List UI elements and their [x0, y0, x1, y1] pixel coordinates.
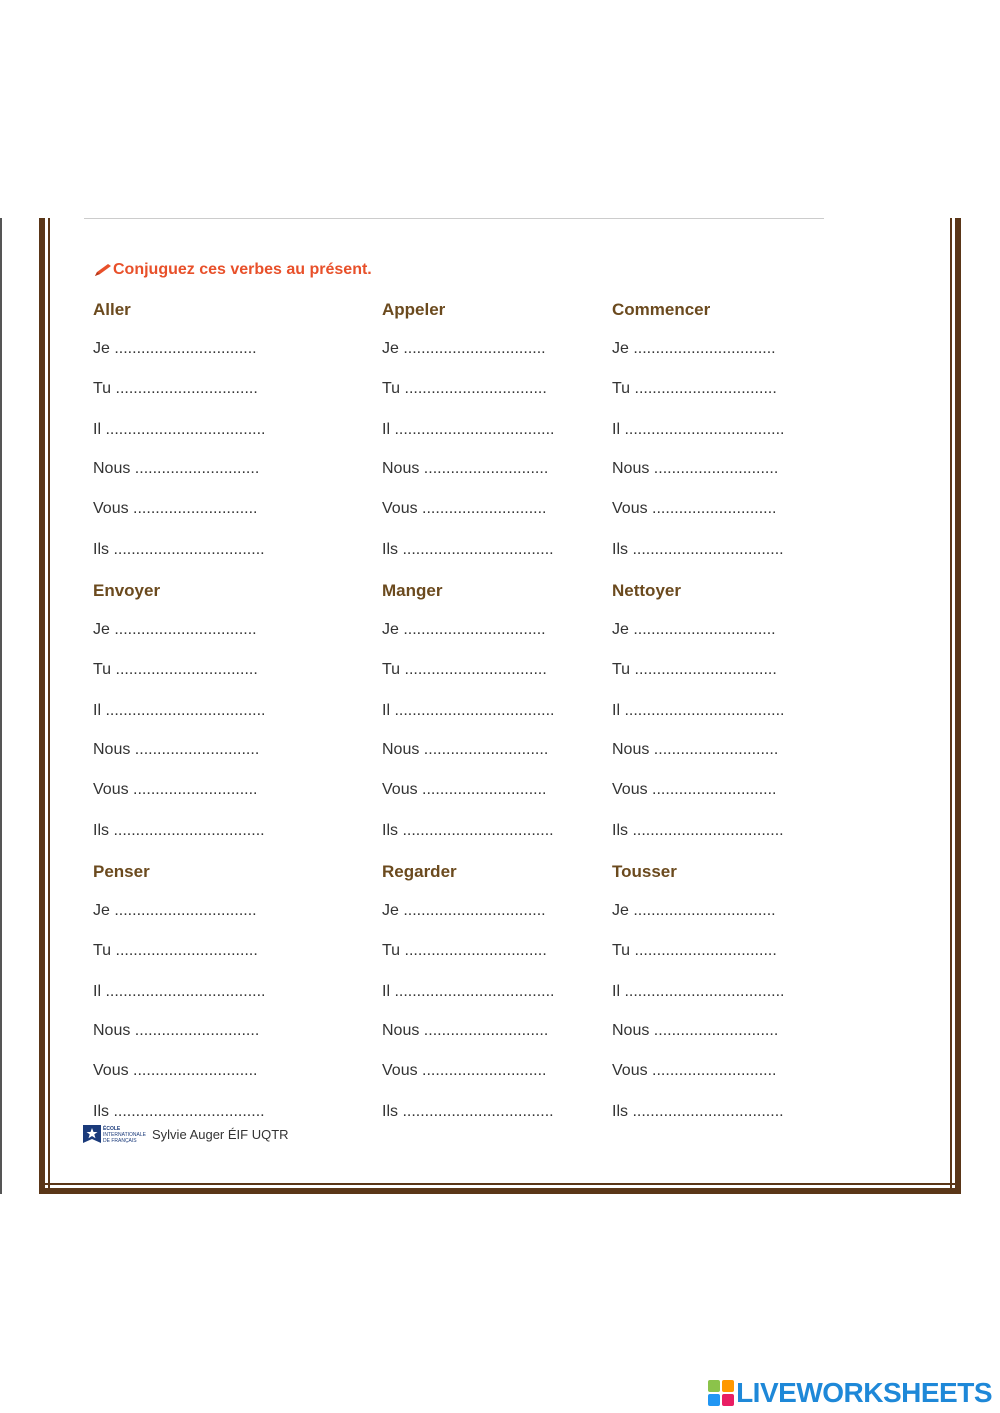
- conjugation-line[interactable]: Il ....................................: [382, 421, 555, 438]
- verb-title: Manger: [382, 581, 443, 600]
- school-logo-icon: [82, 1122, 148, 1146]
- conjugation-line[interactable]: Il ....................................: [612, 983, 785, 1000]
- instruction-text: Conjuguez ces verbes au présent.: [113, 261, 372, 278]
- conjugation-line[interactable]: Je ................................: [382, 902, 546, 919]
- conjugation-line[interactable]: Ils ..................................: [93, 822, 265, 839]
- conjugation-line[interactable]: Je ................................: [93, 621, 257, 638]
- conjugation-line[interactable]: Ils ..................................: [382, 1103, 554, 1120]
- verb-title: Regarder: [382, 862, 457, 881]
- top-divider: [84, 218, 824, 219]
- conjugation-line[interactable]: Je ................................: [93, 340, 257, 357]
- conjugation-line[interactable]: Nous ............................: [382, 1022, 549, 1039]
- conjugation-line[interactable]: Nous ............................: [93, 1022, 260, 1039]
- conjugation-line[interactable]: Il ....................................: [382, 983, 555, 1000]
- conjugation-line[interactable]: Nous ............................: [93, 741, 260, 758]
- svg-text:ÉCOLE: ÉCOLE: [103, 1126, 121, 1132]
- conjugation-line[interactable]: Vous ............................: [612, 500, 777, 517]
- verb-title: Tousser: [612, 862, 677, 881]
- conjugation-line[interactable]: Il ....................................: [93, 421, 266, 438]
- conjugation-line[interactable]: Nous ............................: [612, 460, 779, 477]
- conjugation-line[interactable]: Ils ..................................: [612, 541, 784, 558]
- liveworksheets-logo-icon: [708, 1380, 734, 1406]
- conjugation-line[interactable]: Je ................................: [612, 340, 776, 357]
- conjugation-line[interactable]: Il ....................................: [93, 983, 266, 1000]
- verb-title: Nettoyer: [612, 581, 681, 600]
- conjugation-line[interactable]: Tu ................................: [382, 661, 547, 678]
- conjugation-line[interactable]: Tu ................................: [93, 661, 258, 678]
- conjugation-line[interactable]: Tu ................................: [612, 661, 777, 678]
- pencil-icon: [93, 263, 113, 277]
- conjugation-line[interactable]: Je ................................: [382, 340, 546, 357]
- conjugation-line[interactable]: Tu ................................: [382, 942, 547, 959]
- conjugation-line[interactable]: Vous ............................: [93, 500, 258, 517]
- conjugation-line[interactable]: Vous ............................: [93, 1062, 258, 1079]
- verb-title: Commencer: [612, 300, 711, 319]
- conjugation-line[interactable]: Vous ............................: [93, 781, 258, 798]
- verb-title: Aller: [93, 300, 131, 319]
- footer: [82, 1122, 289, 1146]
- brand-name: LIVEWORKSHEETS: [736, 1377, 992, 1408]
- svg-text:DE FRANÇAIS: DE FRANÇAIS: [103, 1138, 137, 1144]
- instruction-heading: [93, 259, 372, 281]
- conjugation-line[interactable]: Tu ................................: [93, 380, 258, 397]
- verb-title: Penser: [93, 862, 150, 881]
- conjugation-line[interactable]: Nous ............................: [612, 741, 779, 758]
- credit-text: Sylvie Auger ÉIF UQTR: [152, 1126, 289, 1142]
- conjugation-line[interactable]: Il ....................................: [382, 702, 555, 719]
- brand-watermark: [708, 1377, 992, 1409]
- conjugation-line[interactable]: Tu ................................: [382, 380, 547, 397]
- conjugation-line[interactable]: Nous ............................: [382, 460, 549, 477]
- conjugation-line[interactable]: Tu ................................: [612, 942, 777, 959]
- conjugation-line[interactable]: Je ................................: [612, 621, 776, 638]
- conjugation-line[interactable]: Il ....................................: [93, 702, 266, 719]
- verb-title: Appeler: [382, 300, 446, 319]
- conjugation-line[interactable]: Vous ............................: [612, 1062, 777, 1079]
- conjugation-line[interactable]: Ils ..................................: [382, 541, 554, 558]
- conjugation-line[interactable]: Nous ............................: [93, 460, 260, 477]
- conjugation-line[interactable]: Il ....................................: [612, 421, 785, 438]
- conjugation-line[interactable]: Je ................................: [382, 621, 546, 638]
- conjugation-line[interactable]: Ils ..................................: [93, 541, 265, 558]
- conjugation-line[interactable]: Je ................................: [93, 902, 257, 919]
- conjugation-line[interactable]: Ils ..................................: [612, 822, 784, 839]
- svg-text:INTERNATIONALE: INTERNATIONALE: [103, 1132, 146, 1138]
- verb-title: Envoyer: [93, 581, 161, 600]
- conjugation-line[interactable]: Ils ..................................: [382, 822, 554, 839]
- conjugation-line[interactable]: Nous ............................: [382, 741, 549, 758]
- conjugation-line[interactable]: Vous ............................: [382, 500, 547, 517]
- conjugation-line[interactable]: Vous ............................: [382, 781, 547, 798]
- conjugation-line[interactable]: Tu ................................: [93, 942, 258, 959]
- conjugation-line[interactable]: Nous ............................: [612, 1022, 779, 1039]
- conjugation-line[interactable]: Ils ..................................: [612, 1103, 784, 1120]
- conjugation-line[interactable]: Vous ............................: [382, 1062, 547, 1079]
- conjugation-line[interactable]: Je ................................: [612, 902, 776, 919]
- conjugation-line[interactable]: Vous ............................: [612, 781, 777, 798]
- conjugation-line[interactable]: Ils ..................................: [93, 1103, 265, 1120]
- left-edge-line: [0, 218, 2, 1194]
- conjugation-line[interactable]: Il ....................................: [612, 702, 785, 719]
- conjugation-line[interactable]: Tu ................................: [612, 380, 777, 397]
